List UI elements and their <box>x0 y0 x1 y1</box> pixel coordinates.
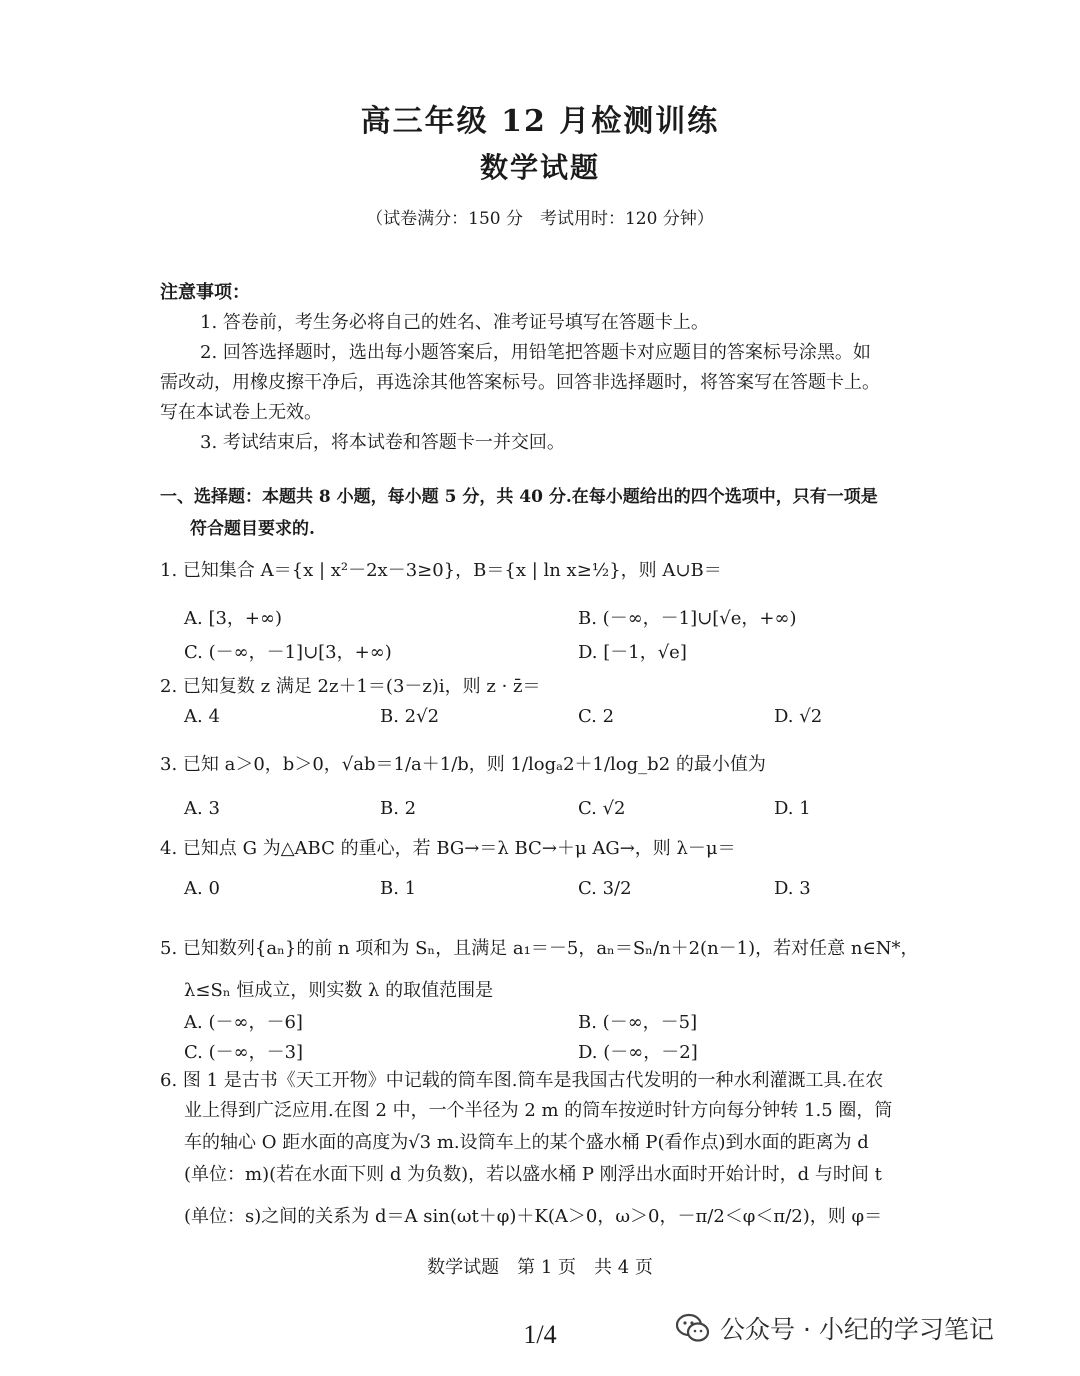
q3-option-d: D. 1 <box>774 798 811 819</box>
notice-item-3: 3. 考试结束后，将本试卷和答题卡一并交回。 <box>200 432 565 453</box>
page-number: 1/4 <box>523 1320 557 1349</box>
q5-stem-line-1: 5. 已知数列{aₙ}的前 n 项和为 Sₙ，且满足 a₁＝－5，aₙ＝Sₙ/n＋2(n－1)，若对任意 n∈N*， <box>160 938 919 959</box>
notice-heading: 注意事项： <box>160 282 250 303</box>
watermark-text: 公众号 · 小纪的学习笔记 <box>720 1315 994 1344</box>
q1-option-d: D. [－1，√e] <box>578 642 687 663</box>
section-heading-line-2: 符合题目要求的. <box>190 519 315 539</box>
q5-option-d: D. (－∞，－2] <box>578 1042 698 1063</box>
q2-option-a: A. 4 <box>184 706 220 727</box>
section-heading-line-1: 一、选择题：本题共 8 小题，每小题 5 分，共 40 分.在每小题给出的四个选项中，只有一项是 <box>160 487 878 507</box>
notice-item-2-line-3: 写在本试卷上无效。 <box>160 402 322 423</box>
q5-stem-line-2: λ≤Sₙ 恒成立，则实数 λ 的取值范围是 <box>184 980 494 1001</box>
q4-option-c: C. 3/2 <box>578 878 632 899</box>
q3-option-b: B. 2 <box>380 798 417 819</box>
q6-line-3: 车的轴心 O 距水面的高度为√3 m.设筒车上的某个盛水桶 P(看作点)到水面的距离为 d <box>184 1132 869 1153</box>
q6-line-1: 6. 图 1 是古书《天工开物》中记载的筒车图.筒车是我国古代发明的一种水利灌溉工具.在农 <box>160 1070 884 1091</box>
q3-stem: 3. 已知 a＞0，b＞0，√ab＝1/a＋1/b，则 1/logₐ2＋1/log_b2 的最小值为 <box>160 754 766 775</box>
q2-stem: 2. 已知复数 z 满足 2z＋1＝(3－z)i，则 z · z̄＝ <box>160 676 541 697</box>
q4-option-b: B. 1 <box>380 878 417 899</box>
q6-line-2: 业上得到广泛应用.在图 2 中，一个半径为 2 m 的筒车按逆时针方向每分钟转 1.5 圈，筒 <box>184 1100 893 1121</box>
q2-option-b: B. 2√2 <box>380 706 440 727</box>
q5-option-c: C. (－∞，－3] <box>184 1042 304 1063</box>
q4-option-d: D. 3 <box>774 878 811 899</box>
q1-option-a: A. [3，+∞) <box>184 608 283 629</box>
q4-stem: 4. 已知点 G 为△ABC 的重心，若 BG→＝λ BC→＋μ AG→，则 λ－μ＝ <box>160 838 736 859</box>
q3-option-a: A. 3 <box>184 798 220 819</box>
exam-title: 高三年级 12 月检测训练 <box>360 104 720 139</box>
exam-subtitle: 数学试题 <box>479 151 600 184</box>
notice-item-2-line-1: 2. 回答选择题时，选出每小题答案后，用铅笔把答题卡对应题目的答案标号涂黑。如 <box>200 342 871 363</box>
q1-stem: 1. 已知集合 A＝{x | x²－2x－3≥0}，B＝{x | ln x≥½}，则 A∪B＝ <box>160 560 722 581</box>
q4-option-a: A. 0 <box>184 878 220 899</box>
q2-option-d: D. √2 <box>774 706 823 727</box>
q5-option-b: B. (－∞，－5] <box>578 1012 698 1033</box>
q5-option-a: A. (－∞，－6] <box>184 1012 303 1033</box>
notice-item-1: 1. 答卷前，考生务必将自己的姓名、准考证号填写在答题卡上。 <box>200 312 709 333</box>
q1-option-c: C. (－∞，－1]∪[3，+∞) <box>184 642 392 663</box>
notice-item-2-line-2: 需改动，用橡皮擦干净后，再选涂其他答案标号。回答非选择题时，将答案写在答题卡上。 <box>160 372 880 393</box>
q3-option-c: C. √2 <box>578 798 626 819</box>
page-footer: 数学试题 第 1 页 共 4 页 <box>427 1257 653 1278</box>
q6-line-5: (单位：s)之间的关系为 d＝A sin(ωt＋φ)＋K(A＞0，ω＞0，－π/2＜φ＜π/2)，则 φ＝ <box>184 1206 883 1227</box>
q1-option-b: B. (－∞，－1]∪[√e，+∞) <box>578 608 797 629</box>
q6-line-4: (单位：m)(若在水面下则 d 为负数)，若以盛水桶 P 刚浮出水面时开始计时，d 与时间 t <box>184 1164 882 1185</box>
exam-meta: （试卷满分：150 分 考试用时：120 分钟） <box>366 209 714 229</box>
q2-option-c: C. 2 <box>578 706 615 727</box>
